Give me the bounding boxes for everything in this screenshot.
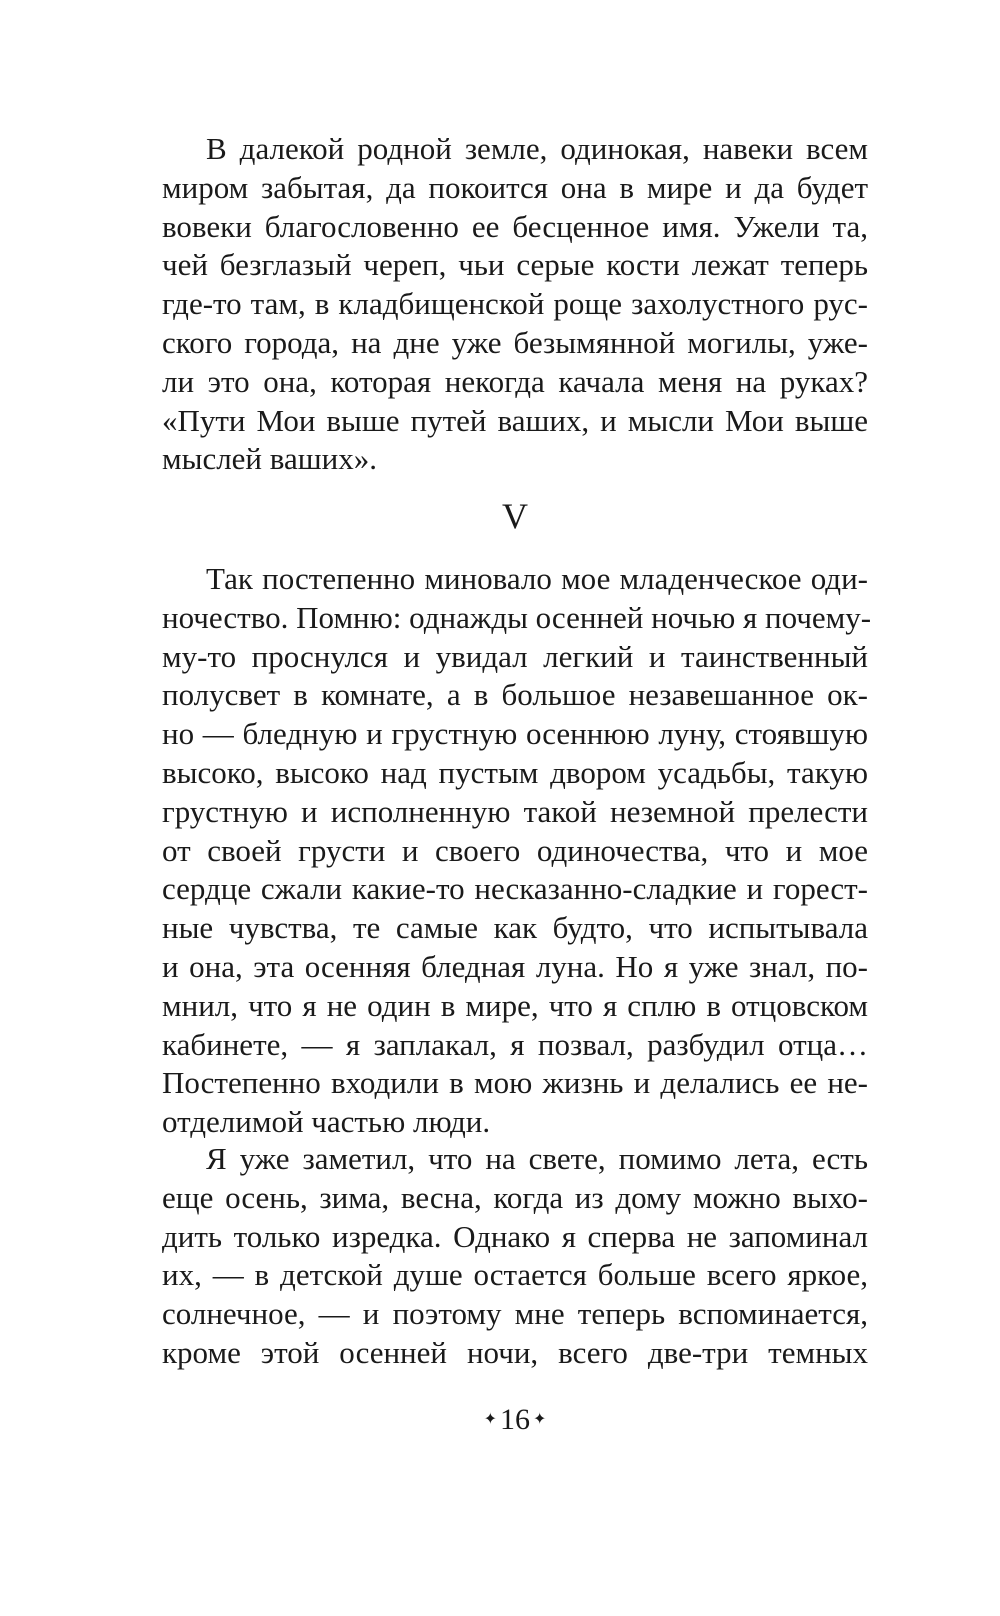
text-line: В далекой родной земле, одинокая, навеки всем (206, 131, 868, 166)
text-line: му-то проснулся и увидал легкий и таинственный (162, 638, 868, 674)
text-line: полусвет в комнате, а в большое незавешанное ок- (162, 677, 868, 713)
paragraph-3 (162, 1140, 868, 1373)
text-line: кроме этой осенней ночи, всего две-три темных (162, 1334, 868, 1370)
text-line: от своей грусти и своего одиночества, что и мое (162, 832, 868, 868)
text-line: солнечное, — и поэтому мне теперь вспоминается, (162, 1296, 868, 1332)
text-line: Так постепенно миновало мое младенческое оди- (206, 561, 868, 596)
text-line: еще осень, зима, весна, когда из дому можно выхо- (162, 1179, 868, 1215)
paragraph-2 (162, 560, 872, 1142)
text-line: Я уже заметил, что на свете, помимо лета, есть (206, 1141, 868, 1176)
text-line: дить только изредка. Однако я сперва не запоминал (162, 1218, 868, 1254)
text-line: мнил, что я не один в мире, что я сплю в отцовском (162, 987, 868, 1023)
text-line: миром забытая, да покоится она в мире и да будет (162, 169, 868, 205)
page-number: 16 (500, 1403, 530, 1436)
page-footer (162, 1402, 868, 1438)
text-line: и она, эта осенняя бледная луна. Но я уже знал, по- (162, 948, 868, 984)
text-line: но — бледную и грустную осеннюю луну, стоявшую (162, 716, 868, 752)
ornament-star-icon: ✦ (483, 1411, 497, 1428)
text-line: высоко, высоко над пустым двором усадьбы, такую (162, 754, 868, 790)
text-line: ского города, на дне уже безымянной могилы, уже- (162, 324, 868, 360)
ornament-star-icon: ✦ (533, 1411, 547, 1428)
text-line: грустную и исполненную такой неземной прелести (162, 793, 868, 829)
text-line: мыслей ваших». (162, 441, 377, 477)
paragraph-1 (162, 130, 868, 479)
text-line: где-то там, в кладбищенской роще захолустного рус- (162, 286, 868, 322)
text-line: Постепенно входили в мою жизнь и делались ее не- (162, 1065, 868, 1101)
text-line: ночество. Помню: однажды осенней ночью я почему- (162, 599, 872, 635)
text-line: ли это она, которая некогда качала меня на руках? (162, 363, 868, 399)
text-line: ные чувства, те самые как будто, что испытывала (162, 910, 868, 946)
text-line: вовеки благословенно ее бесценное имя. Ужели та, (162, 208, 868, 244)
text-line: отделимой частью люди. (162, 1104, 491, 1140)
text-line: сердце сжали какие-то несказанно-сладкие и горест- (162, 871, 868, 907)
chapter-heading: V (502, 496, 528, 536)
text-line: их, — в детской душе остается больше всего яркое, (162, 1257, 868, 1293)
text-line: «Пути Мои выше путей ваших, и мысли Мои выше (162, 402, 868, 438)
text-line: кабинете, — я заплакал, я позвал, разбудил отца… (162, 1026, 868, 1062)
text-line: чей безглазый череп, чьи серые кости лежат теперь (162, 247, 868, 283)
